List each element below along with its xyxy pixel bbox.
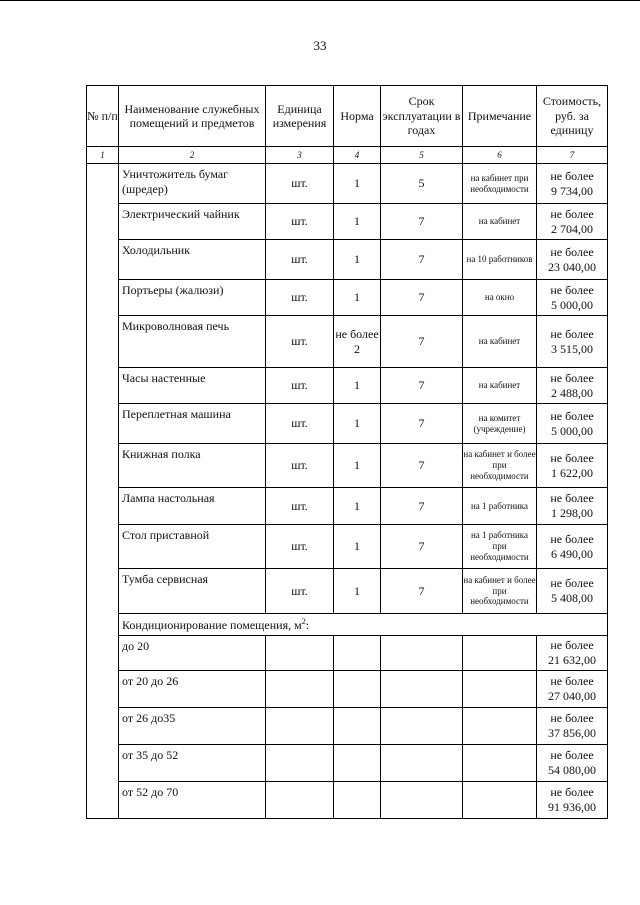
item-term: 7 <box>381 525 463 569</box>
item-note: на кабинет и более при необходимости <box>463 569 537 614</box>
price-value: 54 080,00 <box>548 763 596 777</box>
empty-note-cell <box>463 745 537 782</box>
item-norm: 1 <box>334 280 381 316</box>
price-cell <box>537 240 608 280</box>
empty-unit-cell <box>266 782 334 819</box>
price-prefix: не более <box>550 785 594 799</box>
price-value: 2 704,00 <box>551 221 593 236</box>
item-note: на 1 работника <box>463 488 537 525</box>
item-note: на 10 работников <box>463 240 537 280</box>
empty-note-cell <box>463 708 537 745</box>
item-name: Холодильник <box>119 240 266 280</box>
column-number: 2 <box>119 147 266 164</box>
price-value: 2 488,00 <box>551 385 593 400</box>
item-name: Переплетная машина <box>119 404 266 444</box>
item-name: Уничтожитель бумаг (шредер) <box>119 164 266 204</box>
price-cell <box>537 444 608 488</box>
table-row <box>87 404 608 444</box>
header-num: № п/п <box>87 86 119 147</box>
section-label: Кондиционирование помещения, м <box>122 617 302 632</box>
table-row <box>87 204 608 240</box>
price-prefix: не более <box>550 711 594 725</box>
price-prefix: не более <box>550 408 594 423</box>
item-norm: 1 <box>334 240 381 280</box>
price-value: 5 000,00 <box>551 297 593 312</box>
item-norm: 1 <box>334 204 381 240</box>
price-prefix: не более <box>550 674 594 688</box>
empty-note-cell <box>463 782 537 819</box>
empty-norm-cell <box>334 745 381 782</box>
price-cell <box>537 569 608 614</box>
empty-norm-cell <box>334 782 381 819</box>
item-term: 7 <box>381 444 463 488</box>
table-row <box>87 671 608 708</box>
item-note: на 1 работника при необходимости <box>463 525 537 569</box>
price-cell <box>537 525 608 569</box>
column-number: 7 <box>537 147 608 164</box>
page-number: 33 <box>313 38 327 53</box>
price-prefix: не более <box>550 576 594 590</box>
price-prefix: не более <box>550 638 594 652</box>
item-name: Микроволновая печь <box>119 316 266 368</box>
item-unit: шт. <box>266 368 334 404</box>
column-number-row <box>87 147 608 164</box>
ac-range: от 20 до 26 <box>119 671 266 708</box>
table-row <box>87 525 608 569</box>
item-norm: 1 <box>334 368 381 404</box>
item-name: Тумба сервисная <box>119 569 266 614</box>
price-value: 6 490,00 <box>551 546 593 561</box>
item-norm: 1 <box>334 444 381 488</box>
price-prefix: не более <box>550 206 594 221</box>
item-name: Стол приставной <box>119 525 266 569</box>
price-cell <box>537 671 608 708</box>
column-number: 4 <box>334 147 381 164</box>
item-unit: шт. <box>266 316 334 368</box>
price-cell <box>537 316 608 368</box>
header-cost: Стоимость, руб. за единицу <box>537 86 608 147</box>
item-unit: шт. <box>266 488 334 525</box>
item-unit: шт. <box>266 280 334 316</box>
table-row <box>87 164 608 204</box>
top-border-line <box>0 0 640 1</box>
item-name: Портьеры (жалюзи) <box>119 280 266 316</box>
table-row <box>87 782 608 819</box>
item-unit: шт. <box>266 444 334 488</box>
header-term: Срок эксплуатации в годах <box>381 86 463 147</box>
item-unit: шт. <box>266 240 334 280</box>
price-prefix: не более <box>550 748 594 762</box>
table-row <box>87 368 608 404</box>
price-cell <box>537 708 608 745</box>
header-unit: Единица измерения <box>266 86 334 147</box>
empty-term-cell <box>381 671 463 708</box>
price-cell <box>537 782 608 819</box>
column-number: 5 <box>381 147 463 164</box>
section-suffix: : <box>305 617 310 632</box>
price-value: 3 515,00 <box>551 341 593 356</box>
item-term: 7 <box>381 280 463 316</box>
table-row <box>87 636 608 671</box>
empty-term-cell <box>381 708 463 745</box>
price-prefix: не более <box>550 450 594 465</box>
price-value: 5 408,00 <box>551 591 593 605</box>
price-value: 91 936,00 <box>548 800 596 814</box>
column-number: 3 <box>266 147 334 164</box>
table-row <box>87 708 608 745</box>
item-term: 5 <box>381 164 463 204</box>
price-cell <box>537 164 608 204</box>
header-name: Наименование служебных помещений и предметов <box>119 86 266 147</box>
item-name: Электрический чайник <box>119 204 266 240</box>
item-note: на кабинет <box>463 368 537 404</box>
table-row <box>87 280 608 316</box>
item-norm: 1 <box>334 488 381 525</box>
empty-norm-cell <box>334 636 381 671</box>
item-unit: шт. <box>266 164 334 204</box>
section-row <box>87 614 608 636</box>
item-norm: 1 <box>334 404 381 444</box>
item-unit: шт. <box>266 404 334 444</box>
price-cell <box>537 636 608 671</box>
price-cell <box>537 280 608 316</box>
price-value: 27 040,00 <box>548 689 596 703</box>
item-name: Лампа настольная <box>119 488 266 525</box>
item-term: 7 <box>381 569 463 614</box>
column-number: 6 <box>463 147 537 164</box>
item-note: на окно <box>463 280 537 316</box>
item-unit: шт. <box>266 204 334 240</box>
empty-unit-cell <box>266 636 334 671</box>
item-note: на комитет (учреждение) <box>463 404 537 444</box>
table-row <box>87 316 608 368</box>
empty-term-cell <box>381 745 463 782</box>
price-cell <box>537 204 608 240</box>
price-value: 1 298,00 <box>551 506 593 520</box>
column-number: 1 <box>87 147 119 164</box>
empty-note-cell <box>463 671 537 708</box>
item-norm: 1 <box>334 569 381 614</box>
price-cell <box>537 488 608 525</box>
empty-term-cell <box>381 782 463 819</box>
table-row <box>87 745 608 782</box>
item-norm: 1 <box>334 164 381 204</box>
item-term: 7 <box>381 240 463 280</box>
empty-norm-cell <box>334 671 381 708</box>
empty-norm-cell <box>334 708 381 745</box>
price-cell <box>537 745 608 782</box>
item-term: 7 <box>381 488 463 525</box>
item-name: Часы настенные <box>119 368 266 404</box>
empty-unit-cell <box>266 671 334 708</box>
header-note: Примечание <box>463 86 537 147</box>
item-name: Книжная полка <box>119 444 266 488</box>
empty-unit-cell <box>266 745 334 782</box>
section-heading <box>119 614 608 636</box>
table-row <box>87 444 608 488</box>
ac-range: от 52 до 70 <box>119 782 266 819</box>
item-term: 7 <box>381 204 463 240</box>
item-note: на кабинет и более при необходимости <box>463 444 537 488</box>
item-note: на кабинет <box>463 316 537 368</box>
price-prefix: не более <box>550 370 594 385</box>
item-term: 7 <box>381 368 463 404</box>
item-note: на кабинет <box>463 204 537 240</box>
price-prefix: не более <box>550 168 594 183</box>
header-row <box>87 86 608 147</box>
table-row <box>87 240 608 280</box>
ac-range: до 20 <box>119 636 266 671</box>
empty-unit-cell <box>266 708 334 745</box>
ac-range: от 26 до35 <box>119 708 266 745</box>
item-term: 7 <box>381 404 463 444</box>
ac-range: от 35 до 52 <box>119 745 266 782</box>
price-value: 9 734,00 <box>551 183 593 198</box>
price-value: 37 856,00 <box>548 726 596 740</box>
price-prefix: не более <box>550 244 594 259</box>
equipment-table <box>86 85 608 819</box>
item-norm: не более 2 <box>334 316 381 368</box>
item-unit: шт. <box>266 569 334 614</box>
empty-term-cell <box>381 636 463 671</box>
table-row <box>87 488 608 525</box>
price-cell <box>537 368 608 404</box>
item-unit: шт. <box>266 525 334 569</box>
item-note: на кабинет при необходимости <box>463 164 537 204</box>
price-prefix: не более <box>550 491 594 505</box>
table-row <box>87 569 608 614</box>
price-value: 1 622,00 <box>551 465 593 480</box>
item-term: 7 <box>381 316 463 368</box>
header-norm: Норма <box>334 86 381 147</box>
price-value: 23 040,00 <box>548 259 596 274</box>
price-prefix: не более <box>550 326 594 341</box>
price-value: 5 000,00 <box>551 423 593 438</box>
item-norm: 1 <box>334 525 381 569</box>
section-unit-superscript: 2 <box>301 616 306 626</box>
price-prefix: не более <box>550 531 594 546</box>
empty-note-cell <box>463 636 537 671</box>
price-prefix: не более <box>550 282 594 297</box>
price-value: 21 632,00 <box>548 653 596 667</box>
row-number-cell <box>87 164 119 819</box>
price-cell <box>537 404 608 444</box>
